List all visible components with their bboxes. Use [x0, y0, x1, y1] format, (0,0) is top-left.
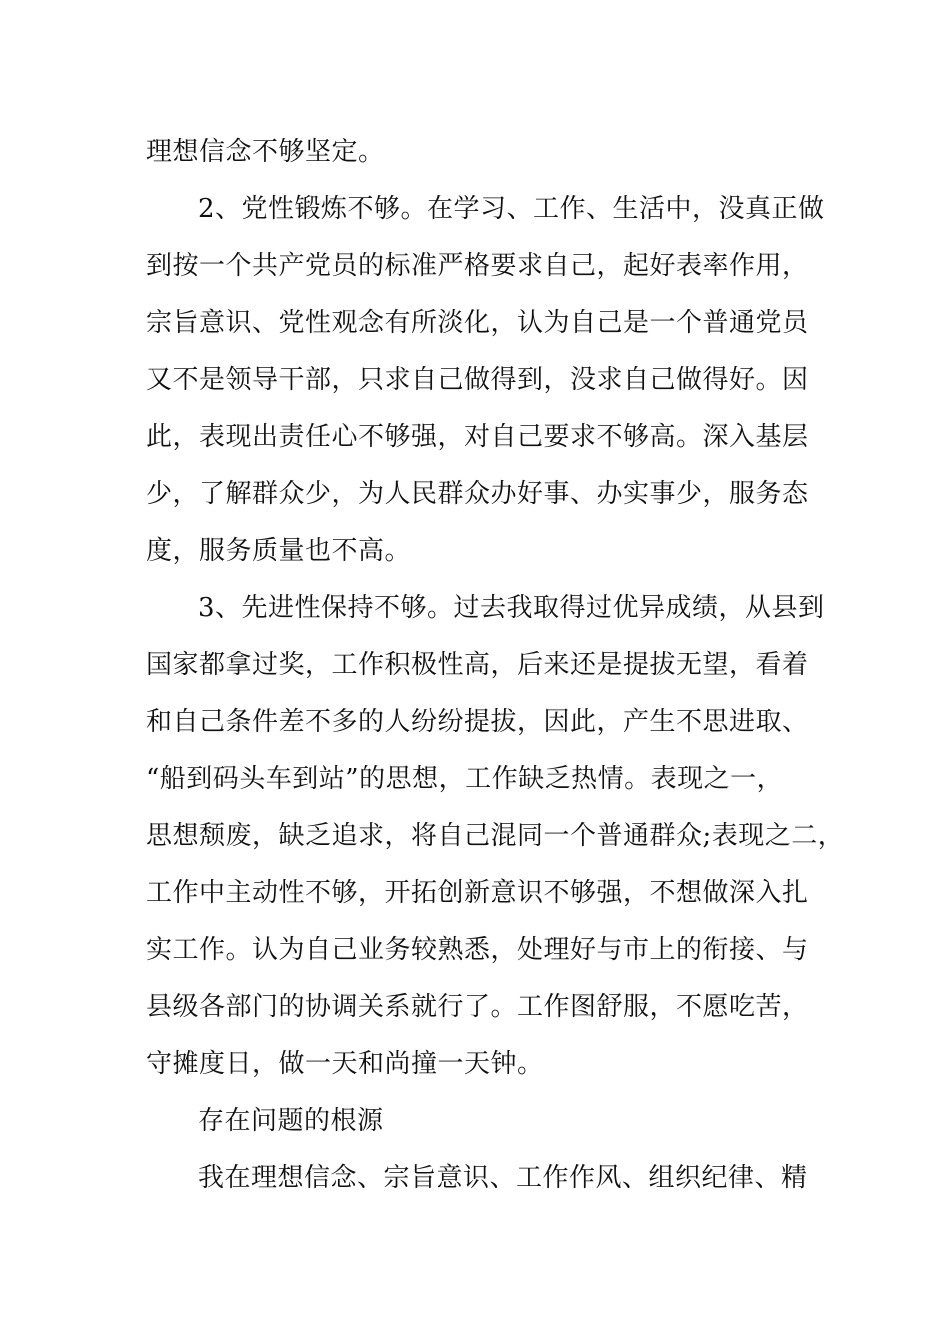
text-line: 3、先进性保持不够。过去我取得过优异成绩，从县到: [198, 593, 825, 623]
text-line: “船到码头车到站”的思想，工作缺乏热情。表现之一，: [146, 764, 784, 794]
text-line: 思想颓废，缺乏追求，将自己混同一个普通群众;表现之二，: [146, 821, 845, 851]
text-line: 到按一个共产党员的标准严格要求自己，起好表率作用，: [146, 251, 809, 281]
text-line: 少，了解群众少，为人民群众办好事、办实事少，服务态: [146, 479, 809, 509]
text-line: 此，表现出责任心不够强，对自己要求不够高。深入基层: [146, 422, 809, 452]
text-line: 和自己条件差不多的人纷纷提拔，因此，产生不思进取、: [146, 707, 809, 737]
text-line: 工作中主动性不够，开拓创新意识不够强，不想做深入扎: [146, 878, 809, 908]
text-line: 守摊度日，做一天和尚撞一天钟。: [146, 1049, 544, 1079]
section-heading: 存在问题的根源: [198, 1106, 384, 1136]
text-line: 2、党性锻炼不够。在学习、工作、生活中，没真正做: [198, 194, 825, 224]
text-line: 我在理想信念、宗旨意识、工作作风、组织纪律、精: [198, 1163, 808, 1193]
text-line: 国家都拿过奖，工作积极性高，后来还是提拔无望，看着: [146, 650, 809, 680]
text-line: 实工作。认为自己业务较熟悉，处理好与市上的衔接、与: [146, 935, 809, 965]
text-line: 理想信念不够坚定。: [146, 137, 385, 167]
text-line: 宗旨意识、党性观念有所淡化，认为自己是一个普通党员: [146, 308, 809, 338]
text-line: 又不是领导干部，只求自己做得到，没求自己做得好。因: [146, 365, 809, 395]
text-line: 度，服务质量也不高。: [146, 536, 412, 566]
text-line: 县级各部门的协调关系就行了。工作图舒服，不愿吃苦，: [146, 992, 809, 1022]
